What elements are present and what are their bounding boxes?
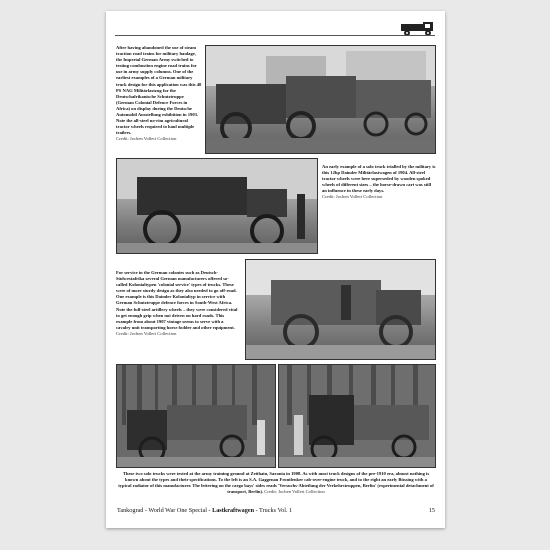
footer-left: Tankograd - World War One Special - [117, 507, 213, 514]
footer-right: - Trucks Vol. 1 [254, 507, 293, 514]
caption-3 [116, 270, 239, 337]
photo-nag-road-train [205, 45, 436, 154]
photo-bussing-truck [278, 364, 436, 468]
photo-gaggenau-frontlenker [116, 364, 276, 468]
header-rule [115, 35, 435, 36]
caption-2-credit: Credit: Jochen Vollert Collection [322, 194, 383, 200]
footer-bold: Lastkraftwagen [212, 507, 255, 514]
caption-2-text: An early example of a solo truck trialled by the military is this 12hp Daimler Militärlastwagen of 1904. All-steel tractor wheels were here superseded by wooden spoked wheels of different sizes – the horse-drawn cart was still an influence in these early days. [322, 164, 436, 194]
caption-4-credit: Credit: Jochen Vollert Collection [264, 489, 325, 495]
photo-daimler-kolonialtyp [245, 259, 436, 360]
caption-4-text: These two solo trucks were tested at the army training ground at Zeithain, Saxonia in 1908. As with most truck designs of the pre-1910 era, almost nothing is known about the types and their specifications. To the left is an S.A. Gaggenau Frontlenker cab-over-engine truck, and to the right an early Büssing with a typical radiator of this manufacturer. The lettering on the cargo bays' sides reads 'Versuchs-Abteilung der Verkehrstruppen, Berlin' (experimental detachment of transport, Berlin). [118, 471, 434, 495]
page-footer [117, 507, 435, 514]
caption-1-credit: Credit: Jochen Vollert Collection [116, 136, 177, 142]
caption-1-text: After having abandoned the use of steam traction road trains for military haulage, the Imperial German Army switched to testing combustion engine road trains for use in army supply columns. One of the earliest examples of a German military truck design for this application was this 40 PS NAG Militärlastzug for the Deutschafrikanische Schutztruppe (German Colonial Defence Forces in Africa) on display during the Deutsche Automobil Ausstellung exhibition in 1903. Note the all-steel no-rim agricultural tractor wheels required to haul multiple trailers. [116, 45, 202, 136]
caption-3-text: For service in the German colonies such as Deutsch-Südwestafrika several German manufacturers offered so-called Kolonialtypen 'colonial service' types of trucks. These were of more sturdy design as they also needed to go off-road. One example is this Daimler Kolonialtyp in service with German Schutztruppe defence forces in South-West Africa. Note the full-steel artillery wheels – they were considered vital to get enough grip when not driven on hard roads. This example from about 1907 vintage seems to serve with a cavalry unit transporting horse fodder and other equipment. [116, 270, 238, 330]
caption-4 [118, 471, 434, 495]
caption-3-credit: Credit: Jochen Vollert Collection [116, 330, 177, 336]
caption-2 [322, 164, 436, 201]
page-number: 15 [428, 507, 435, 514]
caption-1 [116, 45, 202, 143]
photo-daimler-1904 [116, 158, 318, 254]
magazine-page [106, 11, 445, 528]
